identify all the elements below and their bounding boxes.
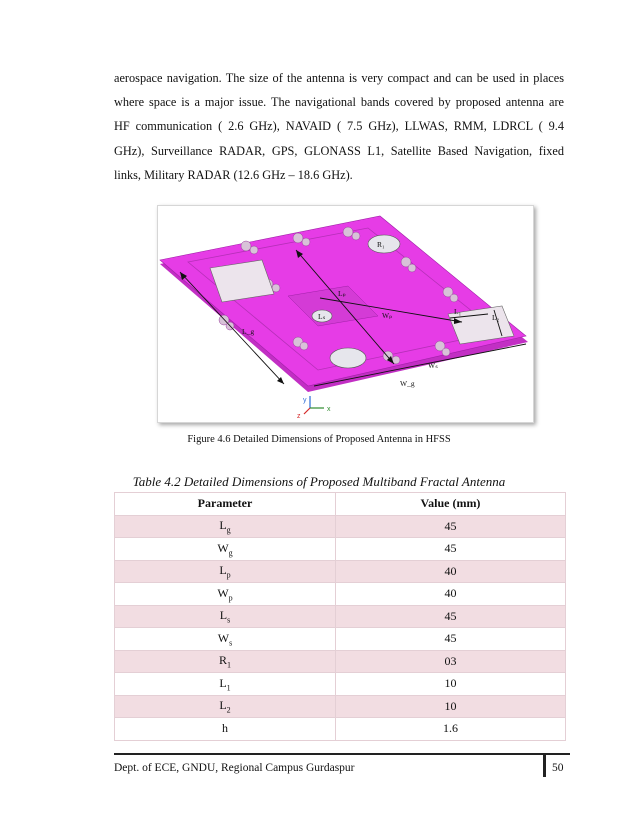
value-cell: 40 xyxy=(336,560,566,583)
table-row xyxy=(115,695,566,718)
table-row xyxy=(115,515,566,538)
header-value: Value (mm) xyxy=(336,493,566,516)
parameter-subscript: 2 xyxy=(226,705,231,715)
body-paragraph xyxy=(114,66,564,187)
parameter-symbol: W xyxy=(217,540,229,555)
value-cell: 45 xyxy=(336,605,566,628)
page-number: 50 xyxy=(552,762,564,774)
paragraph-line: links, Military RADAR (12.6 GHz – 18.6 GHz). xyxy=(114,167,353,182)
parameter-symbol: L xyxy=(219,675,227,690)
antenna-drawing xyxy=(158,206,533,422)
parameter-cell xyxy=(115,718,336,741)
value-cell: 45 xyxy=(336,628,566,651)
parameter-table xyxy=(114,492,566,741)
table-row xyxy=(115,718,566,741)
parameter-cell xyxy=(115,673,336,696)
hole-bottom xyxy=(330,348,366,368)
parameter-cell xyxy=(115,695,336,718)
parameter-symbol: W xyxy=(217,630,230,645)
parameter-cell xyxy=(115,560,336,583)
label-l1: L₁ xyxy=(454,307,462,316)
parameter-symbol: L xyxy=(219,698,227,713)
antenna-figure xyxy=(157,205,534,423)
table-row xyxy=(115,605,566,628)
label-ls: Lₛ xyxy=(318,312,326,321)
label-lg: L_g xyxy=(242,327,255,336)
table-row xyxy=(115,673,566,696)
parameter-symbol: L xyxy=(219,518,227,533)
parameter-symbol: R xyxy=(218,653,227,668)
parameter-subscript: g xyxy=(226,525,231,535)
value-cell: 45 xyxy=(336,538,566,561)
axis-z-label: z xyxy=(297,413,301,420)
value-cell: 1.6 xyxy=(336,718,566,741)
table-row xyxy=(115,583,566,606)
parameter-symbol: L xyxy=(219,608,228,623)
parameter-subscript: g xyxy=(228,547,233,557)
table-header-row xyxy=(115,493,566,516)
footer-department: Dept. of ECE, GNDU, Regional Campus Gurdaspur xyxy=(114,762,355,774)
paragraph-line: where space is a major issue. The navigational bands covered by proposed antenna are xyxy=(114,95,564,110)
parameter-symbol: W xyxy=(217,585,229,600)
parameter-subscript: 1 xyxy=(227,660,231,670)
parameter-cell xyxy=(115,583,336,606)
paragraph-line: GHz), Surveillance RADAR, GPS, GLONASS L1, Satellite Based Navigation, fixed xyxy=(114,143,564,158)
value-cell: 03 xyxy=(336,650,566,673)
axis-triad xyxy=(297,396,331,420)
label-ws: Wₛ xyxy=(428,361,438,370)
parameter-cell xyxy=(115,628,336,651)
parameter-cell xyxy=(115,538,336,561)
label-lp: Lₚ xyxy=(338,289,346,298)
value-cell: 45 xyxy=(336,515,566,538)
window-left xyxy=(210,260,274,302)
parameter-subscript: s xyxy=(229,637,233,647)
label-wp: Wₚ xyxy=(382,311,393,320)
axis-x-label: x xyxy=(327,406,331,413)
paragraph-line: aerospace navigation. The size of the antenna is very compact and can be used in places xyxy=(114,71,564,85)
axis-y-label: y xyxy=(303,397,307,404)
table-row xyxy=(115,650,566,673)
parameter-cell xyxy=(115,605,336,628)
parameter-subscript: p xyxy=(228,592,233,602)
table-row xyxy=(115,628,566,651)
parameter-cell xyxy=(115,515,336,538)
paragraph-line: HF communication ( 2.6 GHz), NAVAID ( 7.5 GHz), LLWAS, RMM, LDRCL ( 9.4 xyxy=(114,119,564,134)
table-row xyxy=(115,538,566,561)
footer-rule xyxy=(114,753,570,755)
table-body xyxy=(115,515,566,740)
footer-separator xyxy=(543,753,546,777)
table-row xyxy=(115,560,566,583)
figure-caption: Figure 4.6 Detailed Dimensions of Proposed Antenna in HFSS xyxy=(187,434,451,445)
header-parameter: Parameter xyxy=(115,493,336,516)
label-wg: W_g xyxy=(400,379,415,388)
label-l2: L₂ xyxy=(492,313,500,322)
parameter-subscript: 1 xyxy=(226,682,231,692)
value-cell: 10 xyxy=(336,673,566,696)
parameter-subscript: p xyxy=(226,570,231,580)
parameter-cell xyxy=(115,650,336,673)
value-cell: 10 xyxy=(336,695,566,718)
value-cell: 40 xyxy=(336,583,566,606)
label-r1: R₁ xyxy=(377,240,385,249)
parameter-subscript: s xyxy=(227,615,231,625)
table-caption: Table 4.2 Detailed Dimensions of Proposed Multiband Fractal Antenna xyxy=(132,474,506,489)
parameter-symbol: h xyxy=(222,720,228,735)
parameter-symbol: L xyxy=(219,563,227,578)
